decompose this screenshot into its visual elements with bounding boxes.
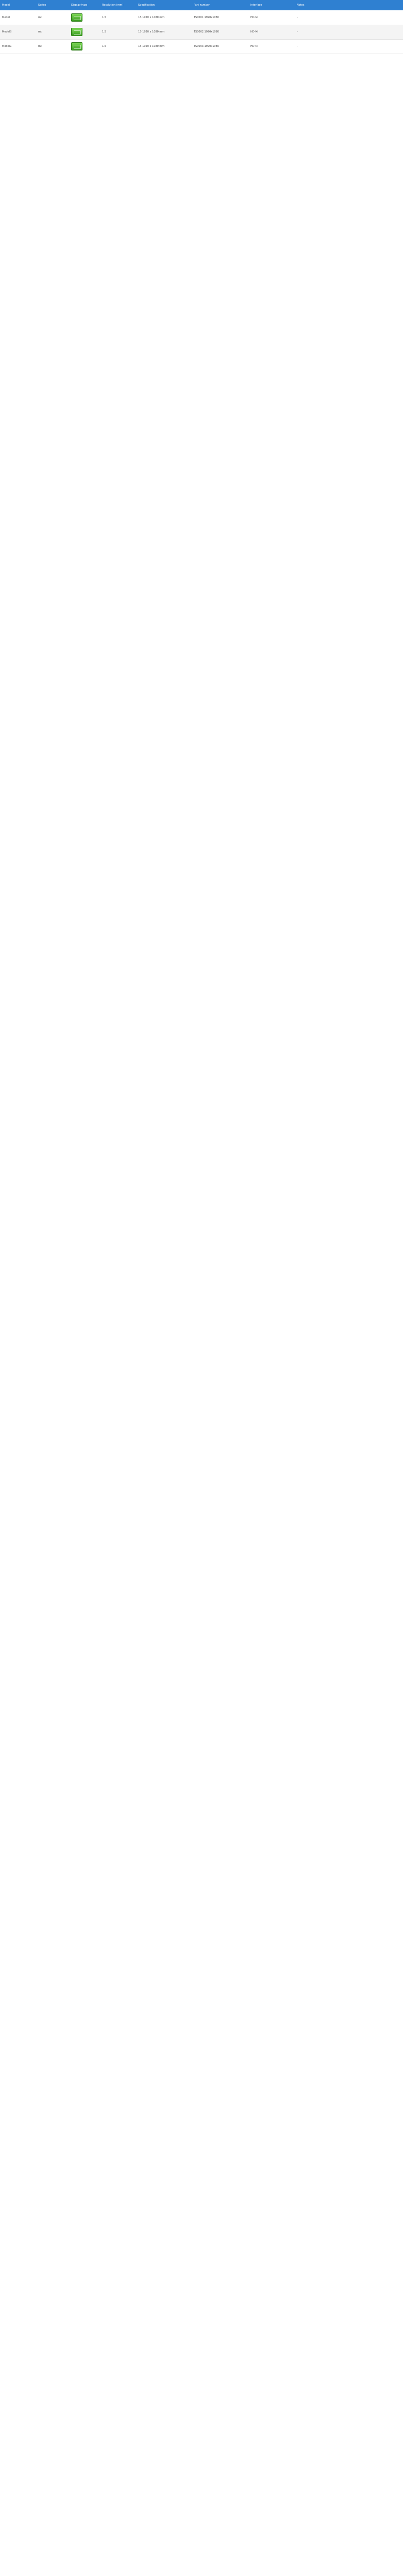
resolution-cell: 1.5 — [100, 10, 136, 25]
header-resolution[interactable]: Resolution (mm) — [100, 0, 136, 10]
notes-cell: - — [295, 25, 403, 39]
spec-table — [0, 0, 403, 54]
table-row[interactable] — [0, 10, 403, 25]
header-model[interactable]: Model — [0, 0, 36, 10]
series-cell: mt — [36, 10, 69, 25]
table-header-row — [0, 0, 403, 10]
model-cell: Model — [0, 10, 36, 25]
notes-cell: - — [295, 10, 403, 25]
display-thumbnail-icon — [71, 42, 82, 50]
table-body — [0, 10, 403, 54]
specification-cell: 15-1920 x 1080 mm — [136, 25, 192, 39]
interface-cell: HD-MI — [248, 10, 295, 25]
specification-cell: 15-1920 x 1080 mm — [136, 39, 192, 54]
header-interface[interactable]: Interface — [248, 0, 295, 10]
model-cell: ModelB — [0, 25, 36, 39]
model-cell: ModelC — [0, 39, 36, 54]
header-notes[interactable]: Notes — [295, 0, 403, 10]
header-specification[interactable]: Specification — [136, 0, 192, 10]
display-thumbnail-icon — [71, 28, 82, 36]
type-cell — [69, 39, 100, 54]
type-cell — [69, 10, 100, 25]
part-number-cell: TS0001 1920x1080 — [192, 10, 248, 25]
resolution-cell: 1.5 — [100, 25, 136, 39]
header-series[interactable]: Series — [36, 0, 69, 10]
part-number-cell: TS0002 1920x1080 — [192, 25, 248, 39]
specification-cell: 15-1920 x 1080 mm — [136, 10, 192, 25]
interface-cell: HD-MI — [248, 39, 295, 54]
display-thumbnail-icon — [71, 13, 82, 22]
table-row[interactable] — [0, 25, 403, 39]
resolution-cell: 1.5 — [100, 39, 136, 54]
series-cell: mt — [36, 39, 69, 54]
series-cell: mt — [36, 25, 69, 39]
type-cell — [69, 25, 100, 39]
part-number-cell: TS0003 1920x1080 — [192, 39, 248, 54]
header-display-type[interactable]: Display type — [69, 0, 100, 10]
table-row[interactable] — [0, 39, 403, 54]
notes-cell: - — [295, 39, 403, 54]
interface-cell: HD-MI — [248, 25, 295, 39]
header-part-number[interactable]: Part number — [192, 0, 248, 10]
